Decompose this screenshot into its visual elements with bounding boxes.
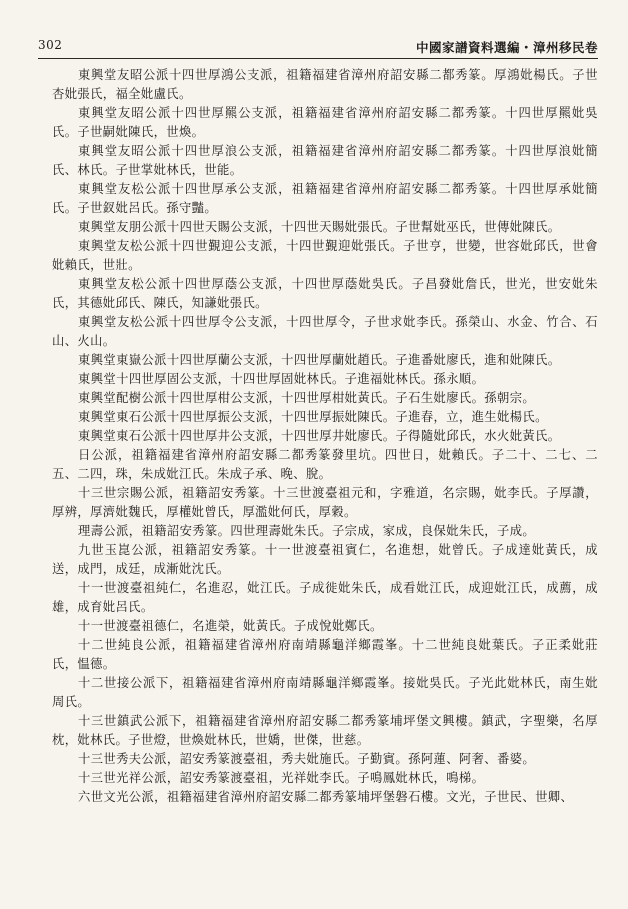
paragraph: 東興堂友昭公派十四世厚羆公支派，祖籍福建省漳州府詔安縣二都秀篆。十四世厚羆妣吳氏。子世嗣妣陳氏，世煥。 [52, 106, 598, 139]
paragraph: 十二世接公派下，祖籍福建省漳州府南靖縣龜洋鄉霞峯。接妣吳氏。子光此妣林氏，南生妣周氏。 [52, 676, 598, 709]
paragraph: 日公派，祖籍福建省漳州府詔安縣二都秀篆發里坑。四世日，妣賴氏。子二十、二七、二五、二四，珠，朱成妣江氏。朱成子承、晚、脫。 [52, 448, 598, 481]
page-number: 302 [38, 38, 63, 52]
paragraph: 東興堂友昭公派十四世厚浪公支派，祖籍福建省漳州府詔安縣二都秀篆。十四世厚浪妣簡氏、林氏。子世掌妣林氏，世能。 [52, 144, 598, 177]
paragraph: 十三世光祥公派，詔安秀篆渡臺祖，光祥妣李氏。子鳴鳳妣林氏，鳴梯。 [78, 771, 485, 785]
paragraph: 十三世宗賜公派，祖籍詔安秀篆。十三世渡臺祖元和，字雅道，名宗賜，妣李氏。子厚讚，厚辨，厚濟妣魏氏，厚權妣曾氏，厚濫妣何氏，厚穀。 [52, 486, 598, 519]
paragraph: 東興堂友朋公派十四世天賜公支派，十四世天賜妣張氏。子世幫妣巫氏，世傳妣陳氏。 [78, 220, 561, 234]
page-body [52, 66, 598, 909]
paragraph: 東興堂友松公派十四世厚蔭公支派，十四世厚蔭妣吳氏。子昌發妣詹氏，世光，世安妣朱氏，其德妣邱氏、陳氏，知謙妣張氏。 [52, 277, 598, 310]
book-title: 中國家譜資料選編・漳州移民卷 [415, 40, 598, 55]
paragraph: 十二世純良公派，祖籍福建省漳州府南靖縣龜洋鄉霞峯。十二世純良妣葉氏。子正柔妣莊氏，愠德。 [52, 638, 598, 671]
paragraph: 東興堂友松公派十四世厚承公支派，祖籍福建省漳州府詔安縣二都秀篆。十四世厚承妣簡氏。子世釵妣呂氏。孫守豔。 [52, 182, 598, 215]
paragraph: 東興堂友昭公派十四世厚鴻公支派，祖籍福建省漳州府詔安縣二都秀篆。厚鴻妣楊氏。子世杏妣張氏，福全妣盧氏。 [52, 68, 598, 101]
paragraph: 東興堂十四世厚固公支派，十四世厚固妣林氏。子進福妣林氏。孫永順。 [78, 372, 485, 386]
paragraph: 東興堂東嶽公派十四世厚蘭公支派，十四世厚蘭妣趙氏。子進番妣廖氏，進和妣陳氏。 [78, 353, 561, 367]
paragraph: 六世文光公派，祖籍福建省漳州府詔安縣二都秀篆埔坪堡磐石樓。文光，子世民、世卿、 [78, 790, 574, 804]
running-header [38, 38, 598, 58]
paragraph: 十三世鎮武公派下，祖籍福建省漳州府詔安縣二都秀篆埔坪堡文興樓。鎮武，字聖樂，名厚枕，妣林氏。子世燈，世煥妣林氏，世嬌，世傑，世慈。 [52, 714, 598, 747]
paragraph: 理壽公派，祖籍詔安秀篆。四世理壽妣朱氏。子宗成，家成，良保妣朱氏，子成。 [78, 524, 536, 538]
paragraph: 東興堂配樹公派十四世厚柑公支派，十四世厚柑妣黃氏。子石生妣廖氏。孫朝宗。 [78, 391, 536, 405]
paragraph: 十一世渡臺祖純仁，名進忍，妣江氏。子成徙妣朱氏，成看妣江氏，成迎妣江氏，成薦，成雄，成育妣呂氏。 [52, 581, 598, 614]
paragraph: 九世玉崑公派，祖籍詔安秀篆。十一世渡臺祖賓仁，名進想，妣曾氏。子成達妣黃氏，成送，成門，成廷，成漸妣沈氏。 [52, 543, 598, 576]
paragraph: 東興堂友松公派十四世厚令公支派，十四世厚令，子世求妣李氏。孫榮山、水金、竹合、石山、火山。 [52, 315, 598, 348]
paragraph: 東興堂東石公派十四世厚振公支派，十四世厚振妣陳氏。子進春，立，進生妣楊氏。 [78, 410, 548, 424]
paragraph: 東興堂東石公派十四世厚井公支派，十四世厚井妣廖氏。子得隨妣邱氏，水火妣黃氏。 [78, 429, 561, 443]
header-rule [38, 58, 598, 59]
paragraph: 東興堂友松公派十四世覲迎公支派，十四世覲迎妣張氏。子世亨，世變，世容妣邱氏，世會妣賴氏，世壯。 [52, 239, 598, 272]
paragraph: 十三世秀夫公派，詔安秀篆渡臺祖，秀夫妣施氏。子勤賓。孫阿蓮、阿奢、番婆。 [78, 752, 536, 766]
paragraph: 十一世渡臺祖德仁，名進榮，妣黃氏。子成悅妣鄭氏。 [78, 619, 383, 633]
